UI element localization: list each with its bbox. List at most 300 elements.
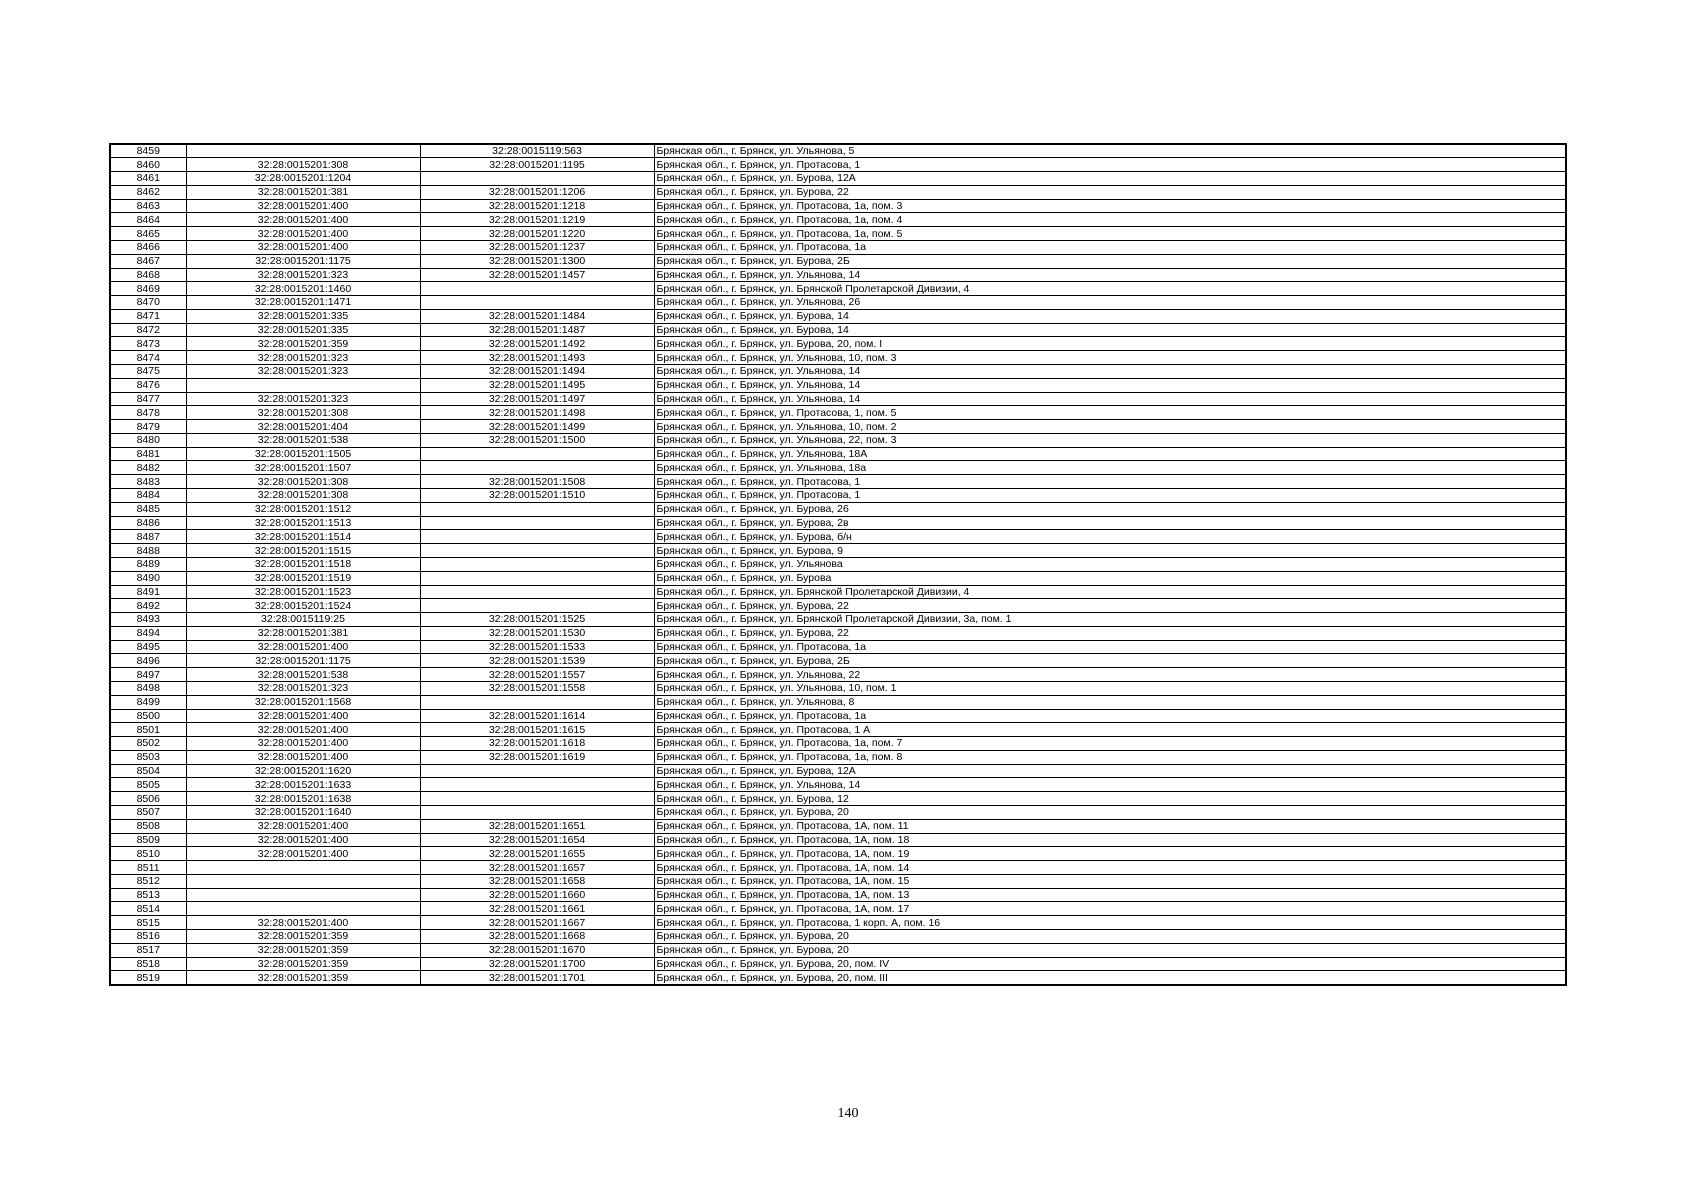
- parent-cadastral-number-cell: 32:28:0015201:400: [186, 640, 420, 654]
- row-number-cell: 8484: [110, 489, 186, 503]
- address-cell: Брянская обл., г. Брянск, ул. Бурова: [654, 571, 1566, 585]
- cadastral-number-cell: 32:28:0015201:1615: [420, 723, 654, 737]
- row-number-cell: 8468: [110, 268, 186, 282]
- row-number-cell: 8463: [110, 199, 186, 213]
- parent-cadastral-number-cell: 32:28:0015201:1524: [186, 599, 420, 613]
- parent-cadastral-number-cell: 32:28:0015201:323: [186, 365, 420, 379]
- table-row: [110, 668, 1566, 682]
- row-number-cell: 8461: [110, 172, 186, 186]
- row-number-cell: 8472: [110, 323, 186, 337]
- parent-cadastral-number-cell: [186, 888, 420, 902]
- row-number-cell: 8465: [110, 227, 186, 241]
- parent-cadastral-number-cell: [186, 874, 420, 888]
- address-cell: Брянская обл., г. Брянск, ул. Протасова, 1, пом. 5: [654, 406, 1566, 420]
- cadastral-number-cell: 32:28:0015201:1500: [420, 433, 654, 447]
- address-cell: Брянская обл., г. Брянск, ул. Протасова, 1а: [654, 640, 1566, 654]
- table-row: [110, 709, 1566, 723]
- parent-cadastral-number-cell: 32:28:0015201:1507: [186, 461, 420, 475]
- parent-cadastral-number-cell: 32:28:0015201:1471: [186, 296, 420, 310]
- cadastral-number-cell: 32:28:0015201:1206: [420, 185, 654, 199]
- table-row: [110, 874, 1566, 888]
- table-row: [110, 806, 1566, 820]
- parent-cadastral-number-cell: 32:28:0015201:1512: [186, 502, 420, 516]
- address-cell: Брянская обл., г. Брянск, ул. Ульянова, 18а: [654, 461, 1566, 475]
- cadastral-number-cell: 32:28:0015201:1667: [420, 916, 654, 930]
- parent-cadastral-number-cell: 32:28:0015201:1523: [186, 585, 420, 599]
- cadastral-number-cell: 32:28:0015201:1525: [420, 613, 654, 627]
- address-cell: Брянская обл., г. Брянск, ул. Протасова, 1А, пом. 15: [654, 874, 1566, 888]
- table-row: [110, 365, 1566, 379]
- address-cell: Брянская обл., г. Брянск, ул. Протасова, 1А, пом. 11: [654, 819, 1566, 833]
- parent-cadastral-number-cell: 32:28:0015201:400: [186, 750, 420, 764]
- table-body: [110, 144, 1566, 985]
- address-cell: Брянская обл., г. Брянск, ул. Брянской Пролетарской Дивизии, 3а, пом. 1: [654, 613, 1566, 627]
- row-number-cell: 8507: [110, 806, 186, 820]
- address-cell: Брянская обл., г. Брянск, ул. Протасова, 1а, пом. 7: [654, 737, 1566, 751]
- table-row: [110, 406, 1566, 420]
- parent-cadastral-number-cell: 32:28:0015201:323: [186, 351, 420, 365]
- table-row: [110, 144, 1566, 158]
- row-number-cell: 8477: [110, 392, 186, 406]
- parent-cadastral-number-cell: 32:28:0015201:381: [186, 626, 420, 640]
- row-number-cell: 8492: [110, 599, 186, 613]
- address-cell: Брянская обл., г. Брянск, ул. Протасова, 1 А: [654, 723, 1566, 737]
- cadastral-number-cell: 32:28:0015201:1218: [420, 199, 654, 213]
- table-row: [110, 971, 1566, 985]
- cadastral-number-cell: 32:28:0015201:1618: [420, 737, 654, 751]
- parent-cadastral-number-cell: 32:28:0015201:1515: [186, 544, 420, 558]
- table-row: [110, 930, 1566, 944]
- address-cell: Брянская обл., г. Брянск, ул. Протасова, 1: [654, 489, 1566, 503]
- parent-cadastral-number-cell: 32:28:0015201:538: [186, 433, 420, 447]
- parent-cadastral-number-cell: 32:28:0015201:323: [186, 392, 420, 406]
- cadastral-number-cell: 32:28:0015201:1492: [420, 337, 654, 351]
- cadastral-number-cell: 32:28:0015201:1651: [420, 819, 654, 833]
- row-number-cell: 8464: [110, 213, 186, 227]
- address-cell: Брянская обл., г. Брянск, ул. Ульянова, 14: [654, 268, 1566, 282]
- row-number-cell: 8511: [110, 861, 186, 875]
- address-cell: Брянская обл., г. Брянск, ул. Протасова, 1а, пом. 5: [654, 227, 1566, 241]
- row-number-cell: 8496: [110, 654, 186, 668]
- address-cell: Брянская обл., г. Брянск, ул. Ульянова, 22, пом. 3: [654, 433, 1566, 447]
- parent-cadastral-number-cell: 32:28:0015201:308: [186, 406, 420, 420]
- address-cell: Брянская обл., г. Брянск, ул. Ульянова, 14: [654, 778, 1566, 792]
- table-row: [110, 268, 1566, 282]
- cadastral-number-cell: 32:28:0015201:1484: [420, 309, 654, 323]
- parent-cadastral-number-cell: 32:28:0015201:359: [186, 957, 420, 971]
- row-number-cell: 8503: [110, 750, 186, 764]
- table-row: [110, 502, 1566, 516]
- row-number-cell: 8504: [110, 764, 186, 778]
- row-number-cell: 8510: [110, 847, 186, 861]
- table-row: [110, 833, 1566, 847]
- parent-cadastral-number-cell: 32:28:0015201:323: [186, 681, 420, 695]
- row-number-cell: 8490: [110, 571, 186, 585]
- cadastral-number-cell: 32:28:0015201:1670: [420, 943, 654, 957]
- table-row: [110, 599, 1566, 613]
- row-number-cell: 8467: [110, 254, 186, 268]
- address-cell: Брянская обл., г. Брянск, ул. Протасова, 1А, пом. 17: [654, 902, 1566, 916]
- address-cell: Брянская обл., г. Брянск, ул. Ульянова, 5: [654, 144, 1566, 158]
- table-row: [110, 240, 1566, 254]
- cadastral-number-cell: [420, 778, 654, 792]
- address-cell: Брянская обл., г. Брянск, ул. Бурова, 20, пом. III: [654, 971, 1566, 985]
- parent-cadastral-number-cell: 32:28:0015201:400: [186, 833, 420, 847]
- parent-cadastral-number-cell: 32:28:0015201:1519: [186, 571, 420, 585]
- row-number-cell: 8486: [110, 516, 186, 530]
- cadastral-number-cell: [420, 502, 654, 516]
- address-cell: Брянская обл., г. Брянск, ул. Протасова, 1а, пом. 4: [654, 213, 1566, 227]
- table-row: [110, 764, 1566, 778]
- cadastral-number-cell: 32:28:0015201:1533: [420, 640, 654, 654]
- row-number-cell: 8515: [110, 916, 186, 930]
- table-row: [110, 557, 1566, 571]
- address-cell: Брянская обл., г. Брянск, ул. Брянской Пролетарской Дивизии, 4: [654, 282, 1566, 296]
- parent-cadastral-number-cell: 32:28:0015201:400: [186, 227, 420, 241]
- parent-cadastral-number-cell: 32:28:0015201:1513: [186, 516, 420, 530]
- parent-cadastral-number-cell: 32:28:0015201:1175: [186, 254, 420, 268]
- cadastral-number-cell: 32:28:0015201:1237: [420, 240, 654, 254]
- cadastral-number-cell: [420, 282, 654, 296]
- row-number-cell: 8517: [110, 943, 186, 957]
- address-cell: Брянская обл., г. Брянск, ул. Протасова, 1А, пом. 19: [654, 847, 1566, 861]
- row-number-cell: 8501: [110, 723, 186, 737]
- cadastral-number-cell: [420, 544, 654, 558]
- table-row: [110, 227, 1566, 241]
- table-row: [110, 447, 1566, 461]
- table-row: [110, 613, 1566, 627]
- table-row: [110, 337, 1566, 351]
- address-cell: Брянская обл., г. Брянск, ул. Ульянова, 8: [654, 695, 1566, 709]
- cadastral-number-cell: [420, 296, 654, 310]
- row-number-cell: 8487: [110, 530, 186, 544]
- row-number-cell: 8518: [110, 957, 186, 971]
- table-row: [110, 309, 1566, 323]
- cadastral-number-cell: 32:28:0015201:1508: [420, 475, 654, 489]
- address-cell: Брянская обл., г. Брянск, ул. Бурова, 2Б: [654, 254, 1566, 268]
- address-cell: Брянская обл., г. Брянск, ул. Бурова, 2Б: [654, 654, 1566, 668]
- row-number-cell: 8462: [110, 185, 186, 199]
- parent-cadastral-number-cell: 32:28:0015201:308: [186, 475, 420, 489]
- parent-cadastral-number-cell: 32:28:0015201:1620: [186, 764, 420, 778]
- parent-cadastral-number-cell: 32:28:0015201:400: [186, 723, 420, 737]
- table-row: [110, 723, 1566, 737]
- table-row: [110, 778, 1566, 792]
- address-cell: Брянская обл., г. Брянск, ул. Бурова, 12: [654, 792, 1566, 806]
- cadastral-number-cell: [420, 806, 654, 820]
- address-cell: Брянская обл., г. Брянск, ул. Бурова, 22: [654, 599, 1566, 613]
- row-number-cell: 8495: [110, 640, 186, 654]
- parent-cadastral-number-cell: 32:28:0015201:1460: [186, 282, 420, 296]
- cadastral-number-cell: [420, 599, 654, 613]
- table-row: [110, 585, 1566, 599]
- row-number-cell: 8479: [110, 420, 186, 434]
- address-cell: Брянская обл., г. Брянск, ул. Ульянова, 10, пом. 2: [654, 420, 1566, 434]
- table-row: [110, 420, 1566, 434]
- cadastral-number-cell: 32:28:0015201:1493: [420, 351, 654, 365]
- table-row: [110, 185, 1566, 199]
- parent-cadastral-number-cell: [186, 144, 420, 158]
- cadastral-number-cell: [420, 585, 654, 599]
- cadastral-number-cell: 32:28:0015201:1530: [420, 626, 654, 640]
- parent-cadastral-number-cell: 32:28:0015201:1640: [186, 806, 420, 820]
- cadastral-number-cell: 32:28:0015201:1661: [420, 902, 654, 916]
- address-cell: Брянская обл., г. Брянск, ул. Бурова, 14: [654, 323, 1566, 337]
- cadastral-number-cell: 32:28:0015201:1195: [420, 158, 654, 172]
- parent-cadastral-number-cell: [186, 902, 420, 916]
- parent-cadastral-number-cell: 32:28:0015201:1204: [186, 172, 420, 186]
- row-number-cell: 8506: [110, 792, 186, 806]
- row-number-cell: 8481: [110, 447, 186, 461]
- address-cell: Брянская обл., г. Брянск, ул. Брянской Пролетарской Дивизии, 4: [654, 585, 1566, 599]
- cadastral-number-cell: 32:28:0015201:1619: [420, 750, 654, 764]
- cadastral-number-cell: 32:28:0015201:1220: [420, 227, 654, 241]
- table-row: [110, 475, 1566, 489]
- cadastral-number-cell: [420, 530, 654, 544]
- parent-cadastral-number-cell: 32:28:0015201:404: [186, 420, 420, 434]
- parent-cadastral-number-cell: 32:28:0015201:400: [186, 819, 420, 833]
- row-number-cell: 8519: [110, 971, 186, 985]
- parent-cadastral-number-cell: 32:28:0015201:308: [186, 158, 420, 172]
- parent-cadastral-number-cell: 32:28:0015201:359: [186, 971, 420, 985]
- table-row: [110, 433, 1566, 447]
- parent-cadastral-number-cell: 32:28:0015201:381: [186, 185, 420, 199]
- row-number-cell: 8498: [110, 681, 186, 695]
- parent-cadastral-number-cell: 32:28:0015201:400: [186, 737, 420, 751]
- row-number-cell: 8505: [110, 778, 186, 792]
- table-row: [110, 544, 1566, 558]
- table-row: [110, 282, 1566, 296]
- address-cell: Брянская обл., г. Брянск, ул. Ульянова, 18А: [654, 447, 1566, 461]
- table-row: [110, 378, 1566, 392]
- cadastral-number-cell: [420, 764, 654, 778]
- cadastral-number-cell: 32:28:0015201:1539: [420, 654, 654, 668]
- address-cell: Брянская обл., г. Брянск, ул. Протасова, 1А, пом. 14: [654, 861, 1566, 875]
- parent-cadastral-number-cell: 32:28:0015201:400: [186, 199, 420, 213]
- parent-cadastral-number-cell: 32:28:0015201:335: [186, 309, 420, 323]
- address-cell: Брянская обл., г. Брянск, ул. Ульянова, 14: [654, 378, 1566, 392]
- address-cell: Брянская обл., г. Брянск, ул. Бурова, 20: [654, 930, 1566, 944]
- row-number-cell: 8500: [110, 709, 186, 723]
- row-number-cell: 8493: [110, 613, 186, 627]
- cadastral-number-cell: 32:28:0015201:1614: [420, 709, 654, 723]
- table-row: [110, 737, 1566, 751]
- parent-cadastral-number-cell: 32:28:0015201:1633: [186, 778, 420, 792]
- address-cell: Брянская обл., г. Брянск, ул. Бурова, 12А: [654, 764, 1566, 778]
- cadastral-number-cell: 32:28:0015201:1219: [420, 213, 654, 227]
- row-number-cell: 8502: [110, 737, 186, 751]
- cadastral-number-cell: 32:28:0015201:1497: [420, 392, 654, 406]
- address-cell: Брянская обл., г. Брянск, ул. Ульянова, 10, пом. 1: [654, 681, 1566, 695]
- cadastral-number-cell: [420, 571, 654, 585]
- address-cell: Брянская обл., г. Брянск, ул. Ульянова, 26: [654, 296, 1566, 310]
- table-row: [110, 861, 1566, 875]
- cadastral-number-cell: 32:28:0015201:1487: [420, 323, 654, 337]
- parent-cadastral-number-cell: 32:28:0015201:308: [186, 489, 420, 503]
- table-row: [110, 351, 1566, 365]
- row-number-cell: 8459: [110, 144, 186, 158]
- address-cell: Брянская обл., г. Брянск, ул. Бурова, б/н: [654, 530, 1566, 544]
- address-cell: Брянская обл., г. Брянск, ул. Протасова, 1 корп. А, пом. 16: [654, 916, 1566, 930]
- row-number-cell: 8482: [110, 461, 186, 475]
- parent-cadastral-number-cell: 32:28:0015201:400: [186, 709, 420, 723]
- address-cell: Брянская обл., г. Брянск, ул. Ульянова, 22: [654, 668, 1566, 682]
- row-number-cell: 8471: [110, 309, 186, 323]
- parent-cadastral-number-cell: 32:28:0015119:25: [186, 613, 420, 627]
- table-row: [110, 626, 1566, 640]
- row-number-cell: 8485: [110, 502, 186, 516]
- parent-cadastral-number-cell: [186, 378, 420, 392]
- parent-cadastral-number-cell: 32:28:0015201:400: [186, 213, 420, 227]
- table-row: [110, 172, 1566, 186]
- cadastral-number-cell: [420, 792, 654, 806]
- row-number-cell: 8509: [110, 833, 186, 847]
- row-number-cell: 8514: [110, 902, 186, 916]
- parent-cadastral-number-cell: 32:28:0015201:359: [186, 943, 420, 957]
- cadastral-number-cell: [420, 695, 654, 709]
- cadastral-number-cell: 32:28:0015201:1654: [420, 833, 654, 847]
- row-number-cell: 8460: [110, 158, 186, 172]
- parent-cadastral-number-cell: [186, 861, 420, 875]
- cadastral-number-cell: [420, 447, 654, 461]
- address-cell: Брянская обл., г. Брянск, ул. Ульянова: [654, 557, 1566, 571]
- cadastral-number-cell: [420, 516, 654, 530]
- address-cell: Брянская обл., г. Брянск, ул. Протасова, 1а, пом. 3: [654, 199, 1566, 213]
- address-cell: Брянская обл., г. Брянск, ул. Ульянова, 14: [654, 365, 1566, 379]
- row-number-cell: 8473: [110, 337, 186, 351]
- address-cell: Брянская обл., г. Брянск, ул. Бурова, 26: [654, 502, 1566, 516]
- parent-cadastral-number-cell: 32:28:0015201:359: [186, 337, 420, 351]
- row-number-cell: 8512: [110, 874, 186, 888]
- cadastral-number-cell: 32:28:0015201:1701: [420, 971, 654, 985]
- parent-cadastral-number-cell: 32:28:0015201:1568: [186, 695, 420, 709]
- table-row: [110, 916, 1566, 930]
- table-row: [110, 654, 1566, 668]
- table-row: [110, 640, 1566, 654]
- table-row: [110, 158, 1566, 172]
- row-number-cell: 8466: [110, 240, 186, 254]
- address-cell: Брянская обл., г. Брянск, ул. Бурова, 12А: [654, 172, 1566, 186]
- cadastral-number-cell: 32:28:0015201:1510: [420, 489, 654, 503]
- table-row: [110, 888, 1566, 902]
- address-cell: Брянская обл., г. Брянск, ул. Бурова, 20, пом. IV: [654, 957, 1566, 971]
- row-number-cell: 8488: [110, 544, 186, 558]
- address-cell: Брянская обл., г. Брянск, ул. Бурова, 14: [654, 309, 1566, 323]
- table-row: [110, 571, 1566, 585]
- parent-cadastral-number-cell: 32:28:0015201:400: [186, 240, 420, 254]
- cadastral-number-cell: [420, 172, 654, 186]
- row-number-cell: 8508: [110, 819, 186, 833]
- address-cell: Брянская обл., г. Брянск, ул. Бурова, 20: [654, 943, 1566, 957]
- row-number-cell: 8483: [110, 475, 186, 489]
- table-row: [110, 750, 1566, 764]
- table-row: [110, 902, 1566, 916]
- cadastral-number-cell: [420, 557, 654, 571]
- row-number-cell: 8513: [110, 888, 186, 902]
- address-cell: Брянская обл., г. Брянск, ул. Ульянова, 10, пом. 3: [654, 351, 1566, 365]
- parent-cadastral-number-cell: 32:28:0015201:1175: [186, 654, 420, 668]
- table-row: [110, 213, 1566, 227]
- row-number-cell: 8489: [110, 557, 186, 571]
- cadastral-number-cell: 32:28:0015201:1499: [420, 420, 654, 434]
- row-number-cell: 8491: [110, 585, 186, 599]
- address-cell: Брянская обл., г. Брянск, ул. Бурова, 20: [654, 806, 1566, 820]
- table-row: [110, 392, 1566, 406]
- table-row: [110, 847, 1566, 861]
- cadastral-number-cell: 32:28:0015201:1655: [420, 847, 654, 861]
- parent-cadastral-number-cell: 32:28:0015201:1514: [186, 530, 420, 544]
- parent-cadastral-number-cell: 32:28:0015201:400: [186, 847, 420, 861]
- cadastral-number-cell: 32:28:0015201:1658: [420, 874, 654, 888]
- row-number-cell: 8476: [110, 378, 186, 392]
- table-row: [110, 792, 1566, 806]
- table-row: [110, 695, 1566, 709]
- address-cell: Брянская обл., г. Брянск, ул. Протасова, 1а, пом. 8: [654, 750, 1566, 764]
- table-row: [110, 461, 1566, 475]
- table-row: [110, 530, 1566, 544]
- address-cell: Брянская обл., г. Брянск, ул. Протасова, 1а: [654, 709, 1566, 723]
- address-cell: Брянская обл., г. Брянск, ул. Протасова, 1А, пом. 13: [654, 888, 1566, 902]
- address-cell: Брянская обл., г. Брянск, ул. Протасова, 1А, пом. 18: [654, 833, 1566, 847]
- cadastral-number-cell: 32:28:0015201:1657: [420, 861, 654, 875]
- table-row: [110, 489, 1566, 503]
- row-number-cell: 8494: [110, 626, 186, 640]
- parent-cadastral-number-cell: 32:28:0015201:323: [186, 268, 420, 282]
- cadastral-number-cell: 32:28:0015201:1498: [420, 406, 654, 420]
- row-number-cell: 8497: [110, 668, 186, 682]
- table-row: [110, 681, 1566, 695]
- parent-cadastral-number-cell: 32:28:0015201:1518: [186, 557, 420, 571]
- row-number-cell: 8480: [110, 433, 186, 447]
- cadastral-number-cell: [420, 461, 654, 475]
- cadastral-number-cell: 32:28:0015201:1668: [420, 930, 654, 944]
- table-row: [110, 254, 1566, 268]
- parent-cadastral-number-cell: 32:28:0015201:1638: [186, 792, 420, 806]
- address-cell: Брянская обл., г. Брянск, ул. Протасова, 1: [654, 158, 1566, 172]
- page-number: 140: [837, 1106, 859, 1121]
- table-row: [110, 819, 1566, 833]
- address-cell: Брянская обл., г. Брянск, ул. Бурова, 22: [654, 626, 1566, 640]
- cadastral-number-cell: 32:28:0015201:1557: [420, 668, 654, 682]
- cadastral-table: [109, 143, 1567, 986]
- table-row: [110, 199, 1566, 213]
- row-number-cell: 8469: [110, 282, 186, 296]
- address-cell: Брянская обл., г. Брянск, ул. Протасова, 1: [654, 475, 1566, 489]
- row-number-cell: 8478: [110, 406, 186, 420]
- cadastral-number-cell: 32:28:0015119:563: [420, 144, 654, 158]
- cadastral-number-cell: 32:28:0015201:1457: [420, 268, 654, 282]
- address-cell: Брянская обл., г. Брянск, ул. Бурова, 20, пом. I: [654, 337, 1566, 351]
- address-cell: Брянская обл., г. Брянск, ул. Ульянова, 14: [654, 392, 1566, 406]
- cadastral-number-cell: 32:28:0015201:1300: [420, 254, 654, 268]
- table-row: [110, 323, 1566, 337]
- table-row: [110, 296, 1566, 310]
- row-number-cell: 8516: [110, 930, 186, 944]
- parent-cadastral-number-cell: 32:28:0015201:400: [186, 916, 420, 930]
- row-number-cell: 8475: [110, 365, 186, 379]
- row-number-cell: 8499: [110, 695, 186, 709]
- table-row: [110, 943, 1566, 957]
- table-row: [110, 957, 1566, 971]
- parent-cadastral-number-cell: 32:28:0015201:359: [186, 930, 420, 944]
- parent-cadastral-number-cell: 32:28:0015201:1505: [186, 447, 420, 461]
- cadastral-number-cell: 32:28:0015201:1558: [420, 681, 654, 695]
- row-number-cell: 8474: [110, 351, 186, 365]
- table-row: [110, 516, 1566, 530]
- address-cell: Брянская обл., г. Брянск, ул. Бурова, 22: [654, 185, 1566, 199]
- row-number-cell: 8470: [110, 296, 186, 310]
- parent-cadastral-number-cell: 32:28:0015201:335: [186, 323, 420, 337]
